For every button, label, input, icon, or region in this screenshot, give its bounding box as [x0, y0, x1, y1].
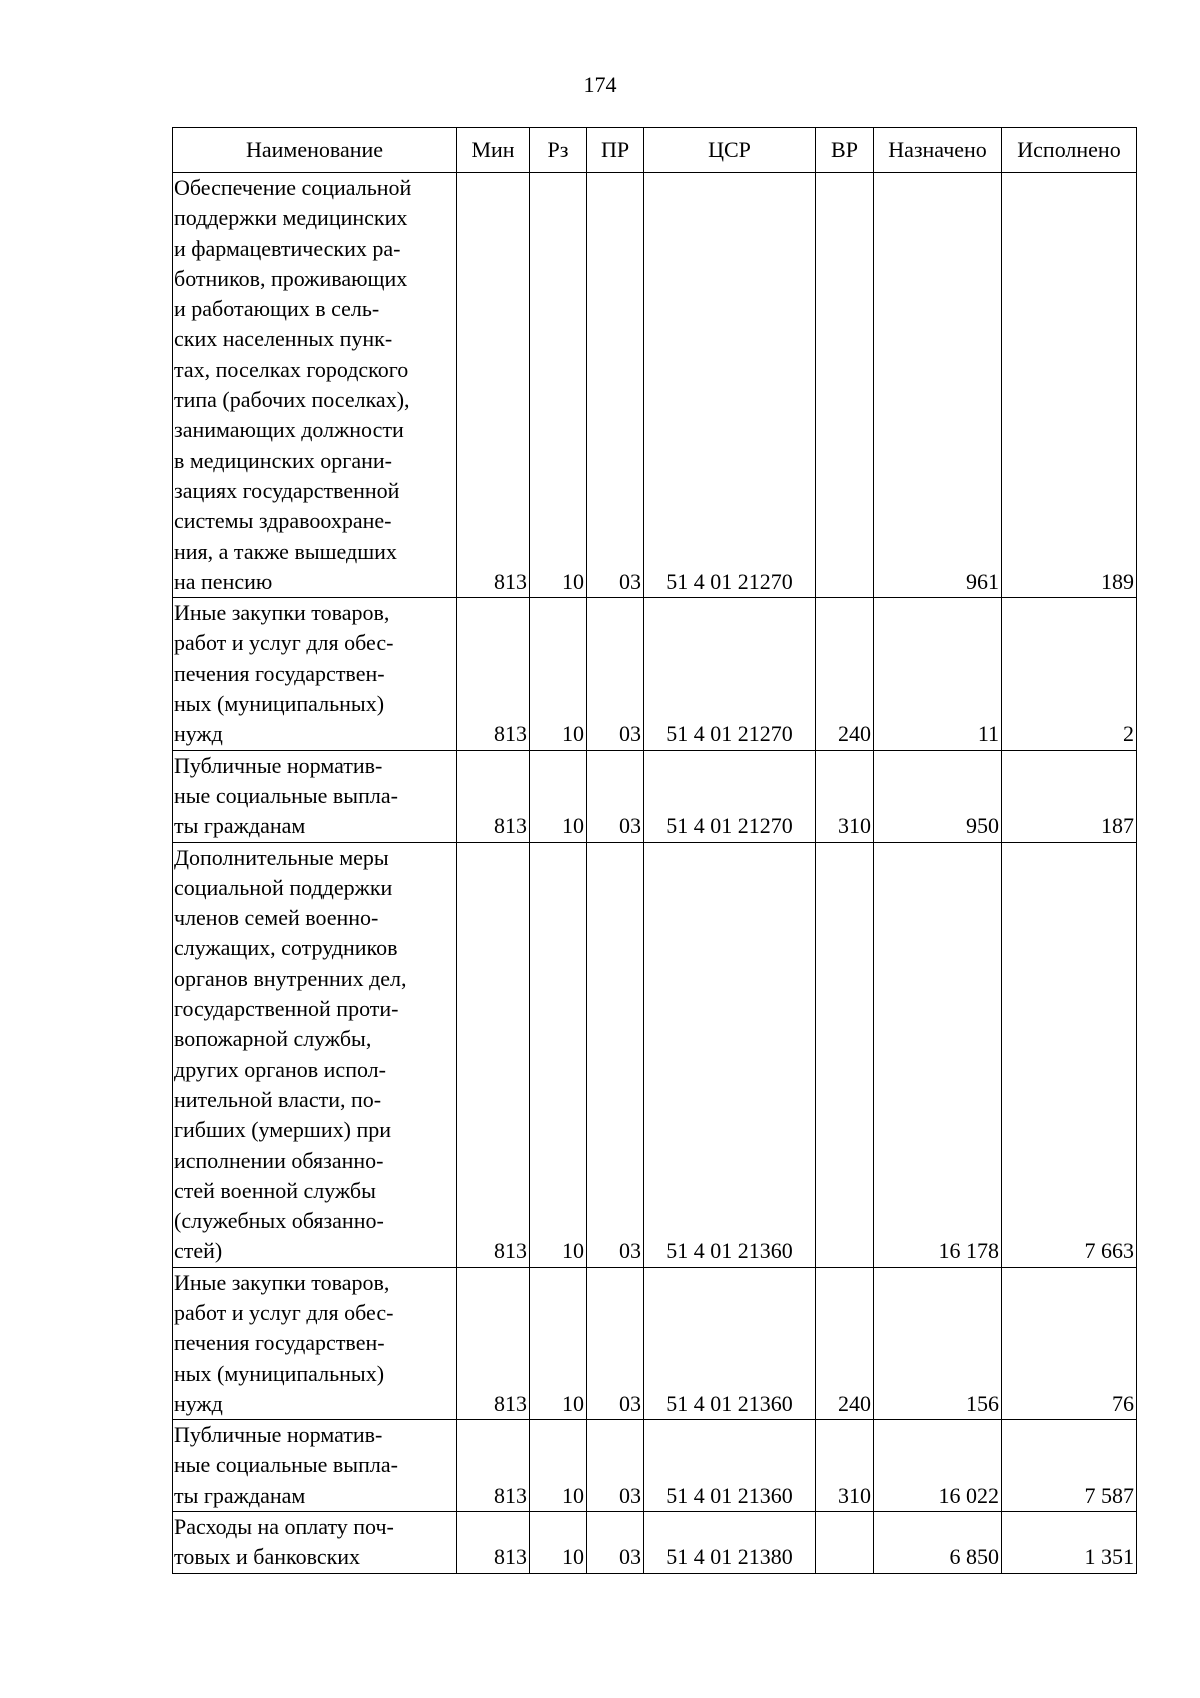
row-min-cell: 813 [457, 1512, 530, 1574]
table-row [173, 750, 1137, 842]
table-row [173, 1512, 1137, 1574]
row-name-line: Иные закупки товаров, [174, 600, 390, 626]
row-name-line: стей военной службы [174, 1177, 376, 1203]
row-name-line: исполнении обязанно- [174, 1147, 384, 1173]
row-name-line: и работающих в сель- [174, 296, 380, 322]
row-assigned-cell: 16 022 [874, 1420, 1002, 1512]
page-number: 174 [583, 72, 617, 97]
row-name-line: государственной проти- [174, 996, 399, 1022]
row-name-cell [173, 750, 457, 842]
row-name-line: типа (рабочих поселках), [174, 387, 410, 413]
row-csr-cell: 51 4 01 21270 [644, 750, 816, 842]
row-name-line: Расходы на оплату поч- [174, 1514, 394, 1540]
row-rz-cell: 10 [530, 598, 587, 750]
row-name-line: вопожарной службы, [174, 1026, 372, 1052]
row-name-line: социальной поддержки [174, 874, 393, 900]
row-name-line: системы здравоохране- [174, 508, 392, 534]
table-row [173, 1267, 1137, 1419]
row-executed-cell: 76 [1002, 1267, 1137, 1419]
row-csr-cell: 51 4 01 21360 [644, 842, 816, 1267]
row-name-line: ных (муниципальных) [174, 1360, 385, 1386]
row-name-line: ских населенных пунк- [174, 326, 393, 352]
row-assigned-cell: 6 850 [874, 1512, 1002, 1574]
row-rz-cell: 10 [530, 842, 587, 1267]
row-name-line: и фармацевтических ра- [174, 235, 401, 261]
header-vr: ВР [816, 128, 874, 173]
table-row [173, 1420, 1137, 1512]
header-csr: ЦСР [644, 128, 816, 173]
row-assigned-cell: 11 [874, 598, 1002, 750]
row-pr-cell: 03 [587, 842, 644, 1267]
row-executed-cell: 1 351 [1002, 1512, 1137, 1574]
row-rz-cell: 10 [530, 1512, 587, 1574]
row-executed-cell: 7 587 [1002, 1420, 1137, 1512]
row-name-line: нужд [174, 1390, 223, 1416]
row-name-line: ния, а также вышедших [174, 538, 397, 564]
row-name-line: на пенсию [174, 568, 273, 594]
row-vr-cell [816, 1512, 874, 1574]
row-pr-cell: 03 [587, 1512, 644, 1574]
row-vr-cell: 310 [816, 1420, 874, 1512]
table-body [173, 173, 1137, 1574]
row-vr-cell: 310 [816, 750, 874, 842]
row-pr-cell: 03 [587, 173, 644, 598]
row-name-line: Дополнительные меры [174, 844, 389, 870]
row-name-line: нительной власти, по- [174, 1086, 382, 1112]
row-assigned-cell: 961 [874, 173, 1002, 598]
row-vr-cell: 240 [816, 1267, 874, 1419]
row-rz-cell: 10 [530, 750, 587, 842]
row-name-line: зациях государственной [174, 477, 400, 503]
row-name-cell [173, 598, 457, 750]
row-executed-cell: 7 663 [1002, 842, 1137, 1267]
row-name-line: ты гражданам [174, 1482, 306, 1508]
row-min-cell: 813 [457, 842, 530, 1267]
row-name-line: других органов испол- [174, 1056, 386, 1082]
row-assigned-cell: 950 [874, 750, 1002, 842]
row-name-line: работ и услуг для обес- [174, 630, 394, 656]
row-name-line: служащих, сотрудников [174, 935, 398, 961]
table-row [173, 173, 1137, 598]
row-name-line: Публичные норматив- [174, 1422, 383, 1448]
row-executed-cell: 2 [1002, 598, 1137, 750]
row-pr-cell: 03 [587, 1267, 644, 1419]
row-name-cell [173, 842, 457, 1267]
row-name-cell [173, 1267, 457, 1419]
row-name-line: органов внутренних дел, [174, 965, 407, 991]
row-min-cell: 813 [457, 1267, 530, 1419]
row-name-line: ных (муниципальных) [174, 691, 385, 717]
row-name-line: занимающих должности [174, 417, 404, 443]
header-rz: Рз [530, 128, 587, 173]
row-name-cell [173, 1420, 457, 1512]
row-vr-cell [816, 842, 874, 1267]
row-name-line: гибших (умерших) при [174, 1117, 392, 1143]
row-executed-cell: 187 [1002, 750, 1137, 842]
header-executed: Исполнено [1002, 128, 1137, 173]
row-pr-cell: 03 [587, 750, 644, 842]
row-min-cell: 813 [457, 598, 530, 750]
row-name-line: Иные закупки товаров, [174, 1269, 390, 1295]
row-csr-cell: 51 4 01 21270 [644, 173, 816, 598]
row-pr-cell: 03 [587, 1420, 644, 1512]
row-rz-cell: 10 [530, 173, 587, 598]
row-name-line: в медицинских органи- [174, 447, 392, 473]
row-name-line: ты гражданам [174, 813, 306, 839]
row-min-cell: 813 [457, 750, 530, 842]
row-name-cell [173, 1512, 457, 1574]
budget-table [172, 127, 1137, 1574]
row-vr-cell [816, 173, 874, 598]
row-name-line: ные социальные выпла- [174, 782, 398, 808]
row-rz-cell: 10 [530, 1267, 587, 1419]
row-name-line: тах, поселках городского [174, 356, 409, 382]
row-name-line: (служебных обязанно- [174, 1208, 384, 1234]
row-name-line: членов семей военно- [174, 905, 379, 931]
row-name-line: Обеспечение социальной [174, 175, 412, 200]
header-pr: ПР [587, 128, 644, 173]
row-name-line: поддержки медицинских [174, 205, 408, 231]
row-name-line: нужд [174, 721, 223, 747]
row-assigned-cell: 156 [874, 1267, 1002, 1419]
row-csr-cell: 51 4 01 21270 [644, 598, 816, 750]
row-csr-cell: 51 4 01 21360 [644, 1267, 816, 1419]
row-min-cell: 813 [457, 1420, 530, 1512]
row-name-line: товых и банковских [174, 1544, 361, 1570]
header-min: Мин [457, 128, 530, 173]
header-assigned: Назначено [874, 128, 1002, 173]
table-row [173, 842, 1137, 1267]
row-name-line: ботников, проживающих [174, 265, 408, 291]
row-csr-cell: 51 4 01 21380 [644, 1512, 816, 1574]
row-vr-cell: 240 [816, 598, 874, 750]
row-name-line: стей) [174, 1238, 223, 1264]
row-name-line: печения государствен- [174, 1330, 385, 1356]
row-name-line: ные социальные выпла- [174, 1452, 398, 1478]
row-min-cell: 813 [457, 173, 530, 598]
row-pr-cell: 03 [587, 598, 644, 750]
row-name-cell [173, 173, 457, 598]
row-name-line: Публичные норматив- [174, 752, 383, 778]
table-row [173, 598, 1137, 750]
row-name-line: работ и услуг для обес- [174, 1299, 394, 1325]
header-row [173, 128, 1137, 173]
row-executed-cell: 189 [1002, 173, 1137, 598]
row-name-line: печения государствен- [174, 660, 385, 686]
row-rz-cell: 10 [530, 1420, 587, 1512]
row-assigned-cell: 16 178 [874, 842, 1002, 1267]
header-name: Наименование [173, 128, 457, 173]
row-csr-cell: 51 4 01 21360 [644, 1420, 816, 1512]
